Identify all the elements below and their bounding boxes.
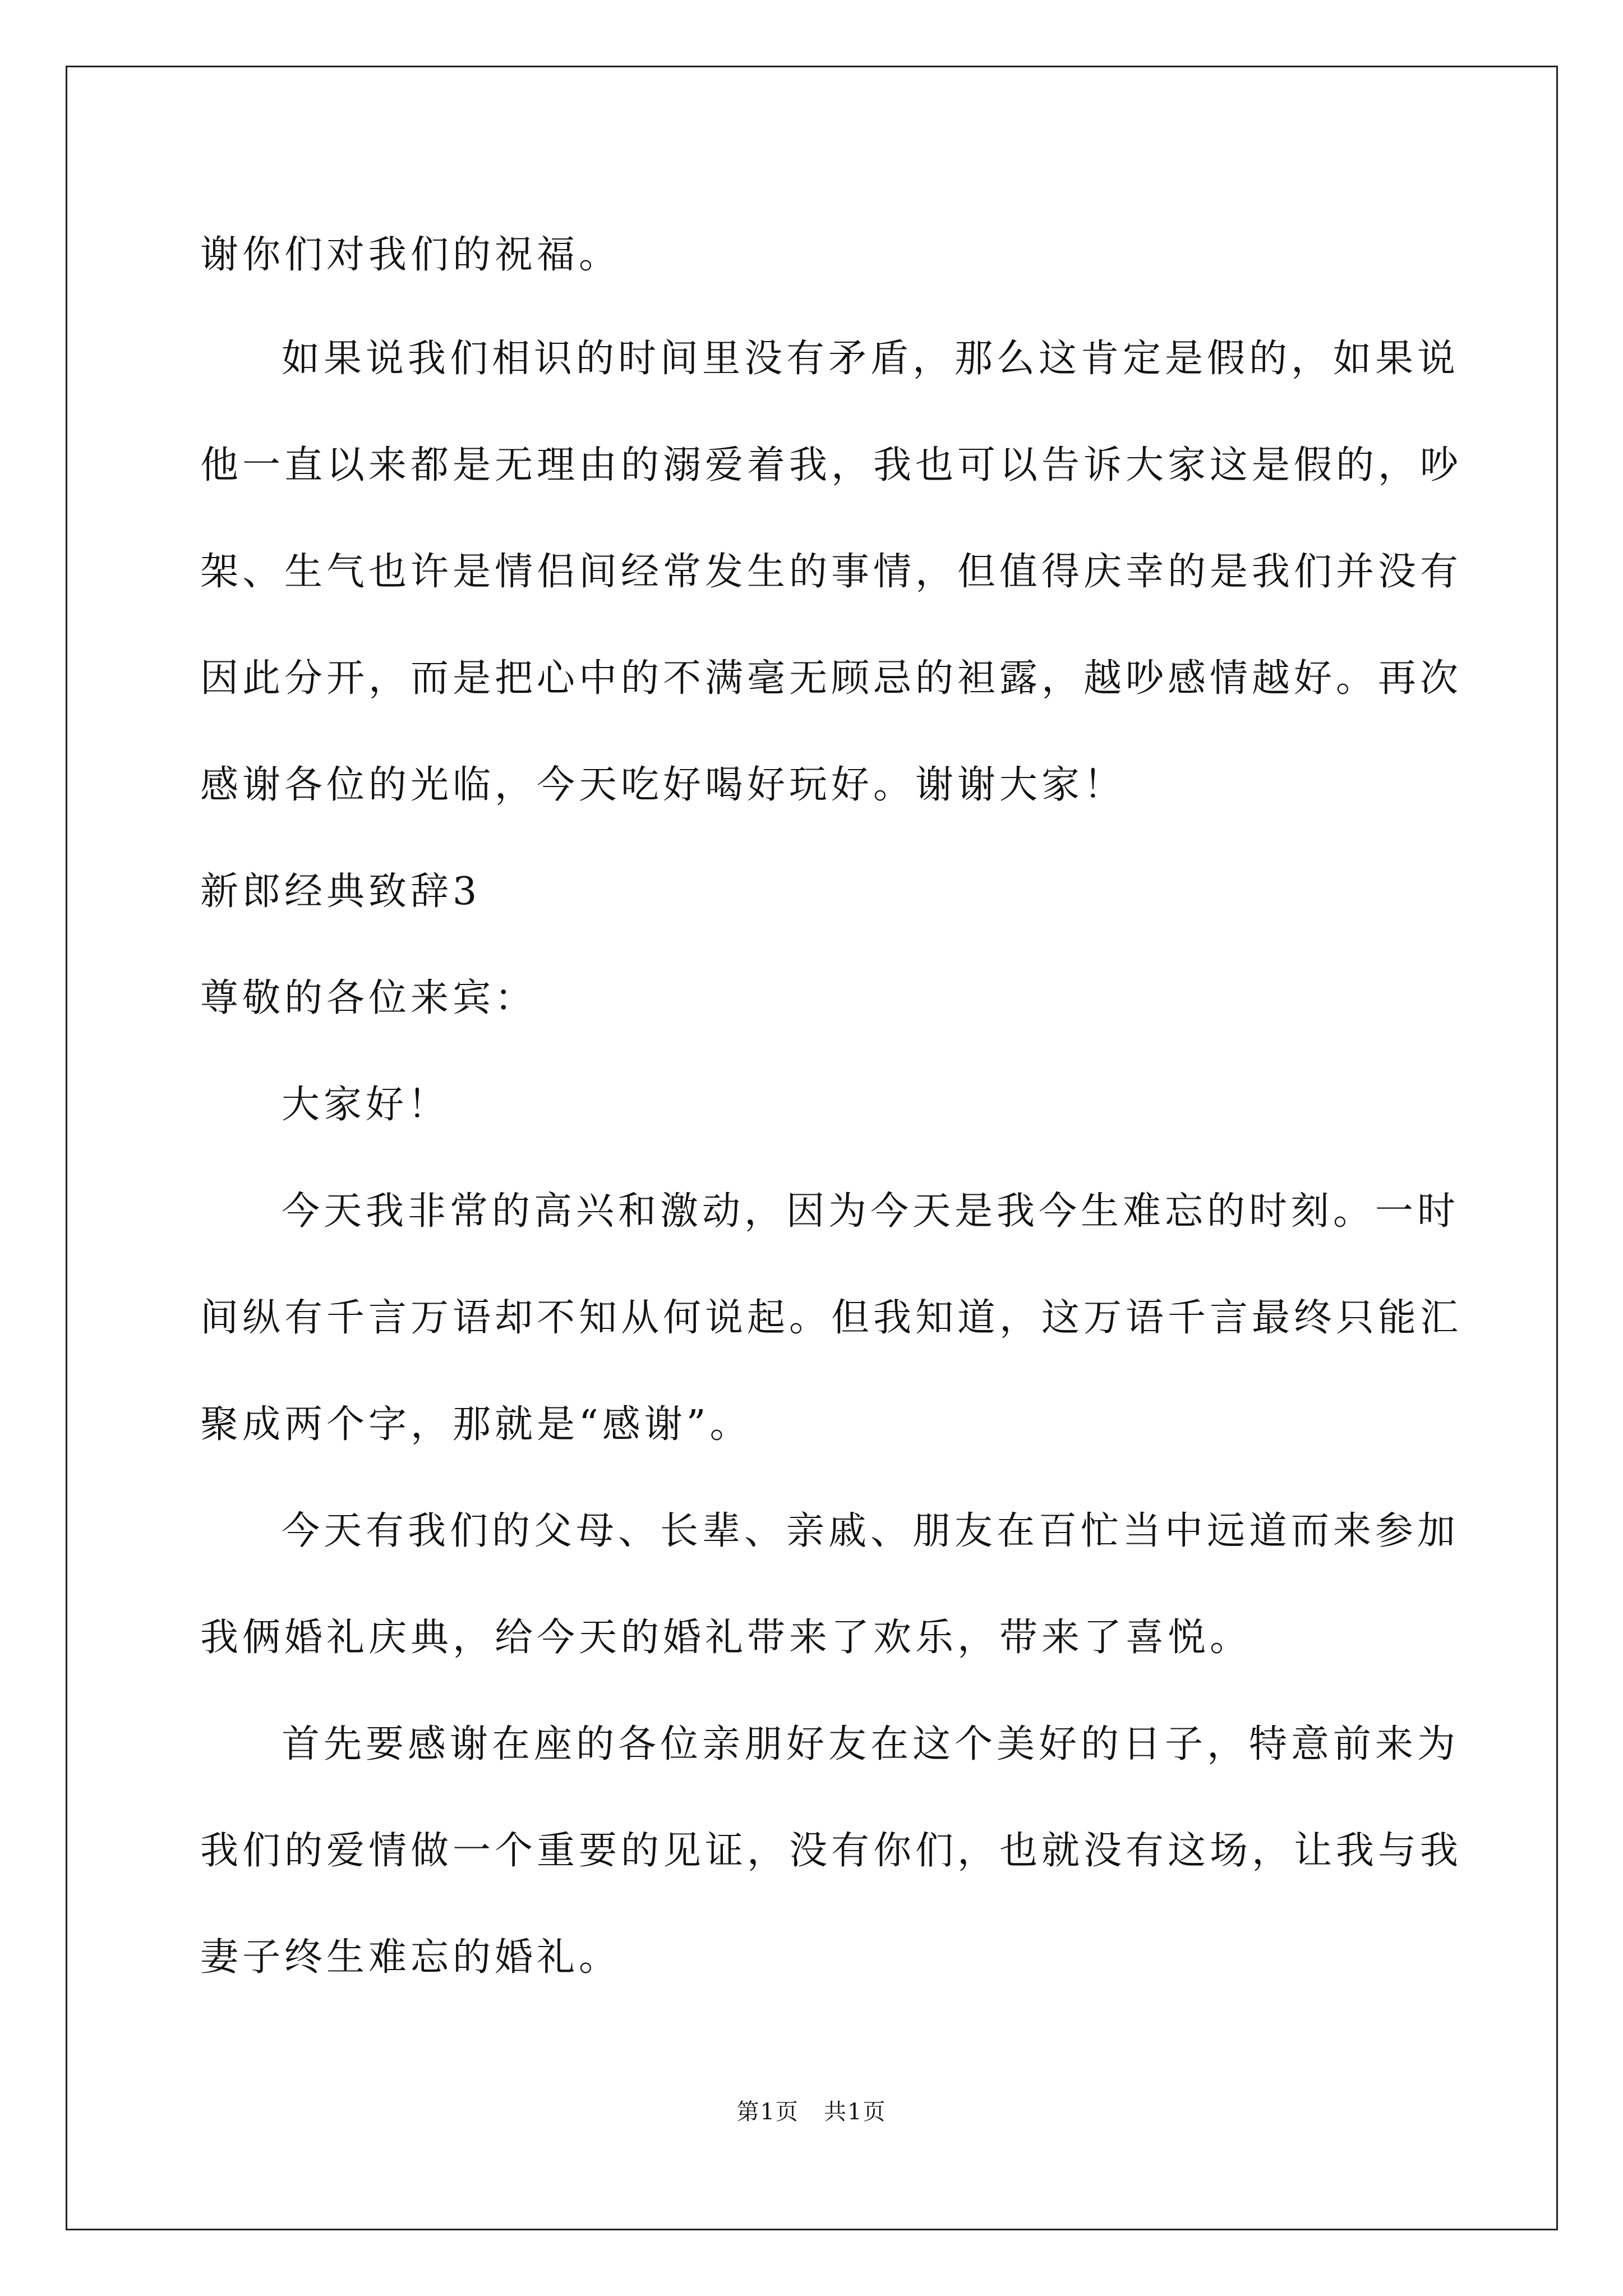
text-line-15: 首先要感谢在座的各位亲朋好友在这个美好的日子，特意前来为 xyxy=(282,1722,1460,1766)
text-line-14: 我俩婚礼庆典，给今天的婚礼带来了欢乐，带来了喜悦。 xyxy=(200,1616,1252,1660)
page-number-footer: 第1页 共1页 xyxy=(736,2099,887,2125)
text-line-6: 感谢各位的光临，今天吃好喝好玩好。谢谢大家！ xyxy=(200,763,1126,807)
text-line-3: 他一直以来都是无理由的溺爱着我，我也可以告诉大家这是假的，吵 xyxy=(200,443,1463,487)
text-line-11: 间纵有千言万语却不知从何说起。但我知道，这万语千言最终只能汇 xyxy=(200,1296,1463,1340)
text-line-4: 架、生气也许是情侣间经常发生的事情，但值得庆幸的是我们并没有 xyxy=(200,550,1463,594)
section-heading: 新郎经典致辞3 xyxy=(200,869,481,914)
text-line-13: 今天有我们的父母、长辈、亲戚、朋友在百忙当中远道而来参加 xyxy=(282,1509,1460,1553)
page-border xyxy=(66,66,1558,2230)
text-line-17: 妻子终生难忘的婚礼。 xyxy=(200,1935,621,1980)
text-line-5: 因此分开，而是把心中的不满毫无顾忌的袒露，越吵感情越好。再次 xyxy=(200,656,1463,701)
text-line-1: 谢你们对我们的祝福。 xyxy=(200,233,621,277)
salutation: 尊敬的各位来宾： xyxy=(200,976,537,1020)
text-line-12: 聚成两个字，那就是“感谢”。 xyxy=(200,1402,752,1447)
text-line-10: 今天我非常的高兴和激动，因为今天是我今生难忘的时刻。一时 xyxy=(282,1189,1460,1234)
greeting: 大家好！ xyxy=(282,1083,450,1127)
text-line-16: 我们的爱情做一个重要的见证，没有你们，也就没有这场，让我与我 xyxy=(200,1829,1463,1873)
text-line-2: 如果说我们相识的时间里没有矛盾，那么这肯定是假的，如果说 xyxy=(282,337,1460,381)
